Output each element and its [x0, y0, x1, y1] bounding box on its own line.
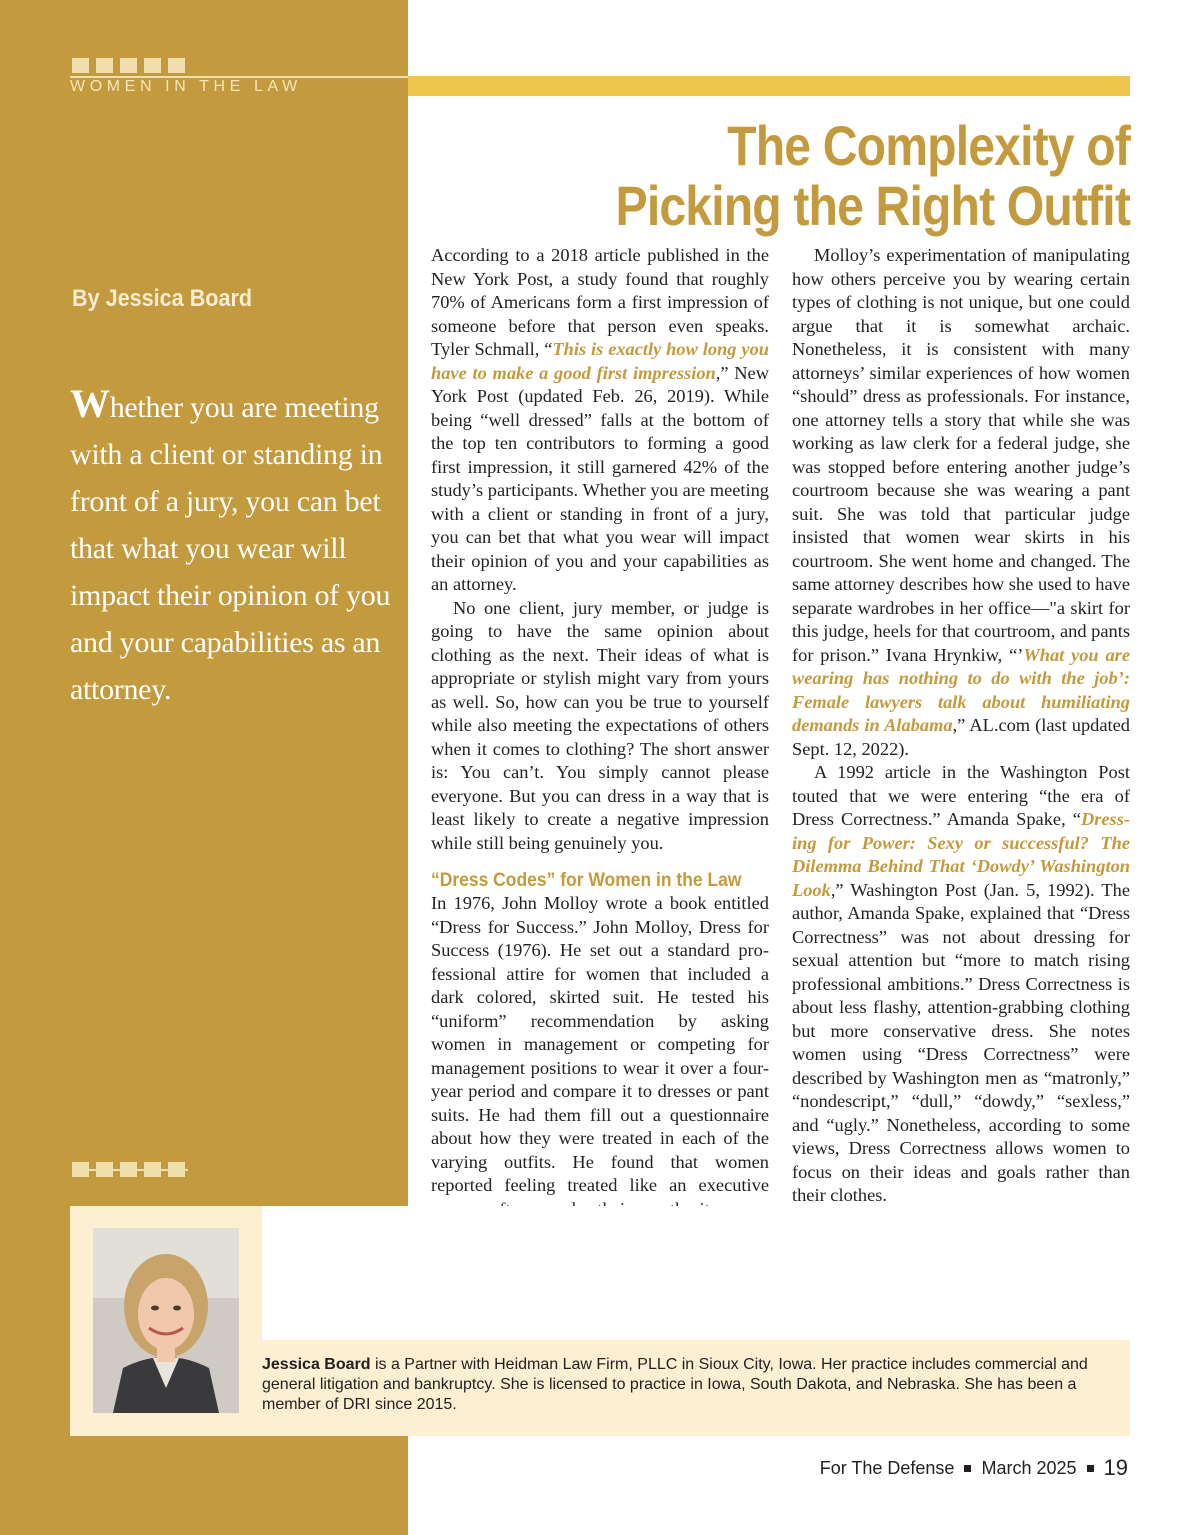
page-number: 19	[1103, 1455, 1128, 1480]
article-column-2	[792, 244, 1130, 1302]
paragraph: No one client, jury member, or judge is going to have the same opinion about clothing as the next. Their ideas of what is appropriate or stylish might vary from yours as well. So, how can you be true to yourself while also meeting the expectations of others when it comes to clothing? The short answer is: You can’t. You simply cannot please everyone. But you can dress in a way that is least likely to create a negative impression while still being genuinely you.	[431, 597, 769, 853]
pull-quote	[70, 380, 400, 713]
pull-quote-text: hether you are meeting with a client or standing in front of a jury, you can bet that what you wear will impact their opinion of you and your capabilities as an attorney.	[70, 391, 391, 706]
byline: By Jessica Board	[72, 285, 253, 312]
pull-quote-dropcap: W	[70, 381, 110, 426]
article-title	[476, 116, 1130, 236]
paragraph: According to a 2018 article published in the New York Post, a study found that roughly 70% of Americans form a first impression of someone before that person even speaks. Tyler Schmall, “This is exactly how long you have to make a good first impression,” New York Post (updated Feb. 26, 2019). While being “well dressed” falls at the bottom of the top ten contributors to forming a good first impression, it still garnered 42% of the study’s participants. Whether you are meeting with a client or standing in front of a jury, you can bet that what you wear will impact their opinion of you and your capabilities as an attorney.	[431, 245, 769, 594]
author-bio: Jessica Board is a Partner with Heidman Law Firm, PLLC in Sioux City, Iowa. Her practice includes commercial and general litigation and bankruptcy. She is licensed to practice in Iowa, South Dakota, and Nebraska. She has been a member of DRI since 2015.	[262, 1356, 1088, 1413]
paragraph: In 1976, John Molloy wrote a book entitled “Dress for Success.” John Molloy, Dress for Success (1976). He set out a standard professional attire for women that included a dark colored, skirted suit. He tested his “uniform” recommendation by asking women in management or competing for management positions to wear it over a four-year period and compare it to dresses or pant suits. He had them fill out a questionnaire about how they were treated in each of the varying outfits. He found that women reported feeling treated like an executive	[431, 893, 769, 1195]
bullet-separator	[1087, 1465, 1094, 1472]
citation-link[interactable]: This is exactly how long you have to make a good first impression	[431, 339, 769, 383]
page-footer	[820, 1455, 1128, 1481]
author-photo	[93, 1228, 239, 1413]
citation-link[interactable]: Dressing for Power: Sexy or successful? The Dilemma Behind That ‘Dowdy’ Washington Look	[792, 809, 1130, 900]
section-label: WOMEN IN THE LAW	[70, 78, 302, 95]
article-column-1	[431, 244, 769, 1292]
citation-link[interactable]: What you are wearing has nothing to do with the job’: Female lawyers talk about humiliating demands in Alabama	[792, 644, 1130, 735]
paragraph: A 1992 article in the Washington Post touted that we were entering “the era of Dress Correctness.” Amanda Spake, “Dressing for Power: Sexy or successful? The Dilemma Behind That ‘Dowdy’ Washington Look,” Washington Post (Jan. 5, 1992). The author, Amanda Spake, explained that “Dress Correctness” was not about dressing for sexual attention but “more to match rising professional ambitions.” Dress Correctness is about less flashy, attention-grabbing clothing but more conservative dress. She notes women using “Dress Correctness” were described by Washington men as “matronly,” “nondescript,” “dull,” “dowdy,” “sexless,” and “ugly.” Nonetheless, according to some views, Dress Correctness allows women to focus on their ideas and goals rather than their clothes.	[792, 762, 1130, 1205]
author-name: Jessica Board	[262, 1356, 371, 1373]
section-heading: “Dress Codes” for Women in the Law	[431, 870, 742, 891]
title-line-2: Picking the Right Outfit	[615, 174, 1130, 237]
title-line-1: The Complexity of	[727, 114, 1130, 177]
decorative-squares-bottom	[72, 1162, 185, 1177]
issue-date: March 2025	[981, 1457, 1077, 1478]
decorative-squares-top	[72, 58, 185, 73]
publication-name: For The Defense	[819, 1457, 955, 1478]
bullet-separator	[964, 1465, 971, 1472]
paragraph: Molloy’s experimentation of manipulating how others perceive you by wearing certain types of clothing is not unique, but one could argue that it is somewhat archaic. Nonetheless, it is consistent with many attorneys’ similar experiences of how women “should” dress as professionals. For instance, one attorney tells a story that while she was working as law clerk for a federal judge, she was stopped before entering another judge’s courtroom because she was wearing a pant suit. She was told that particular judge insisted that women wear skirts in his courtroom. She went home and changed. The same attorney describes how she used to have separate wardrobes in her office—"a skirt for this judge, heels for that courtroom, and pants for prison.” Ivana Hrynkiw, “’What you are wearing has nothing to do with the job’: Female lawyers talk about humiliating demands in Alabama,” AL.com (last updated Sept. 12, 2022).	[792, 245, 1130, 759]
